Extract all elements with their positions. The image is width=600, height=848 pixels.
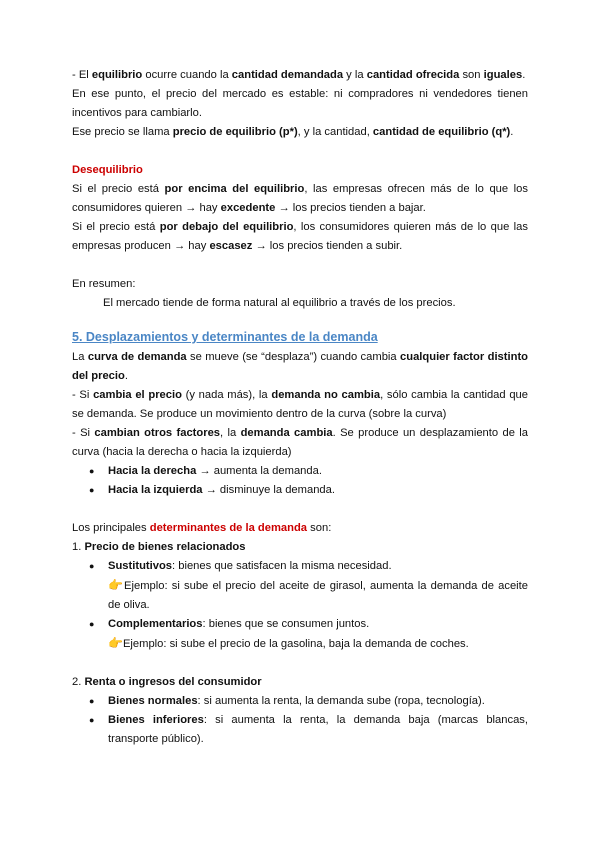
heading-income: 2. Renta o ingresos del consumidor <box>72 676 262 688</box>
bullet-icon: ● <box>89 485 95 495</box>
paragraph-equilibrium-price: Ese precio se llama precio de equilibrio (p*), y la cantidad, cantidad de equilibrio (q*). <box>72 126 514 138</box>
list-item: ● Sustitutivos: bienes que satisfacen la misma necesidad. <box>72 557 528 576</box>
resumen-label: En resumen: <box>72 278 136 290</box>
bullet-icon: ● <box>89 466 95 476</box>
heading-desequilibrio: Desequilibrio <box>72 164 143 176</box>
list-item: ● Hacia la izquierda → disminuye la demanda. <box>72 481 528 500</box>
paragraph-price-change: - Si cambia el precio (y nada más), la demanda no cambia, sólo cambia la cantidad que se demanda. Se produce un movimiento dentro de la curva (sobre la curva) <box>72 389 528 420</box>
section-title[interactable]: 5. Desplazamientos y determinantes de la demanda <box>72 330 378 344</box>
paragraph-stable-price: En ese punto, el precio del mercado es estable: ni compradores ni vendedores tienen incentivos para cambiarlo. <box>72 88 528 119</box>
heading-related-goods: 1. Precio de bienes relacionados <box>72 541 246 553</box>
related-goods-list <box>72 557 528 576</box>
paragraph-excedente: Si el precio está por encima del equilibrio, las empresas ofrecen más de lo que los consumidores quieren → hay excedente → los precios tienden a bajar. <box>72 183 528 214</box>
income-list <box>72 692 528 749</box>
list-item: ● Complementarios: bienes que se consumen juntos. <box>72 615 528 634</box>
paragraph-other-factors: - Si cambian otros factores, la demanda cambia. Se produce un desplazamiento de la curva (hacia la derecha o hacia la izquierda) <box>72 427 528 458</box>
related-goods-list-2 <box>72 615 528 634</box>
pointing-hand-icon: 👉 <box>108 578 125 592</box>
bullet-icon: ● <box>89 619 95 629</box>
bullet-icon: ● <box>89 696 95 706</box>
resumen-text: El mercado tiende de forma natural al equilibrio a través de los precios. <box>103 297 456 309</box>
list-item: ● Bienes inferiores: si aumenta la renta, la demanda baja (marcas blancas, transporte público). <box>72 711 528 749</box>
paragraph-determinantes-intro: Los principales determinantes de la demanda son: <box>72 522 332 534</box>
shift-direction-list <box>72 462 528 500</box>
list-item: ● Hacia la derecha → aumenta la demanda. <box>72 462 528 481</box>
list-item: ● Bienes normales: si aumenta la renta, la demanda sube (ropa, tecnología). <box>72 692 528 711</box>
bullet-icon: ● <box>89 715 95 725</box>
paragraph-equilibrium: - El equilibrio ocurre cuando la cantidad demandada y la cantidad ofrecida son iguales. <box>72 69 526 81</box>
paragraph-escasez: Si el precio está por debajo del equilibrio, los consumidores quieren más de lo que las empresas producen → hay escasez → los precios tienden a subir. <box>72 221 528 252</box>
bullet-icon: ● <box>89 561 95 571</box>
pointing-hand-icon: 👉 <box>108 636 123 650</box>
paragraph-curve-intro: La curva de demanda se mueve (se “desplaza”) cuando cambia cualquier factor distinto del precio. <box>72 351 528 382</box>
document-page <box>72 66 528 749</box>
example-sustitutivos: 👉Ejemplo: si sube el precio del aceite de girasol, aumenta la demanda de aceite de oliva. <box>108 578 528 611</box>
example-complementarios: 👉Ejemplo: si sube el precio de la gasolina, baja la demanda de coches. <box>108 636 469 650</box>
